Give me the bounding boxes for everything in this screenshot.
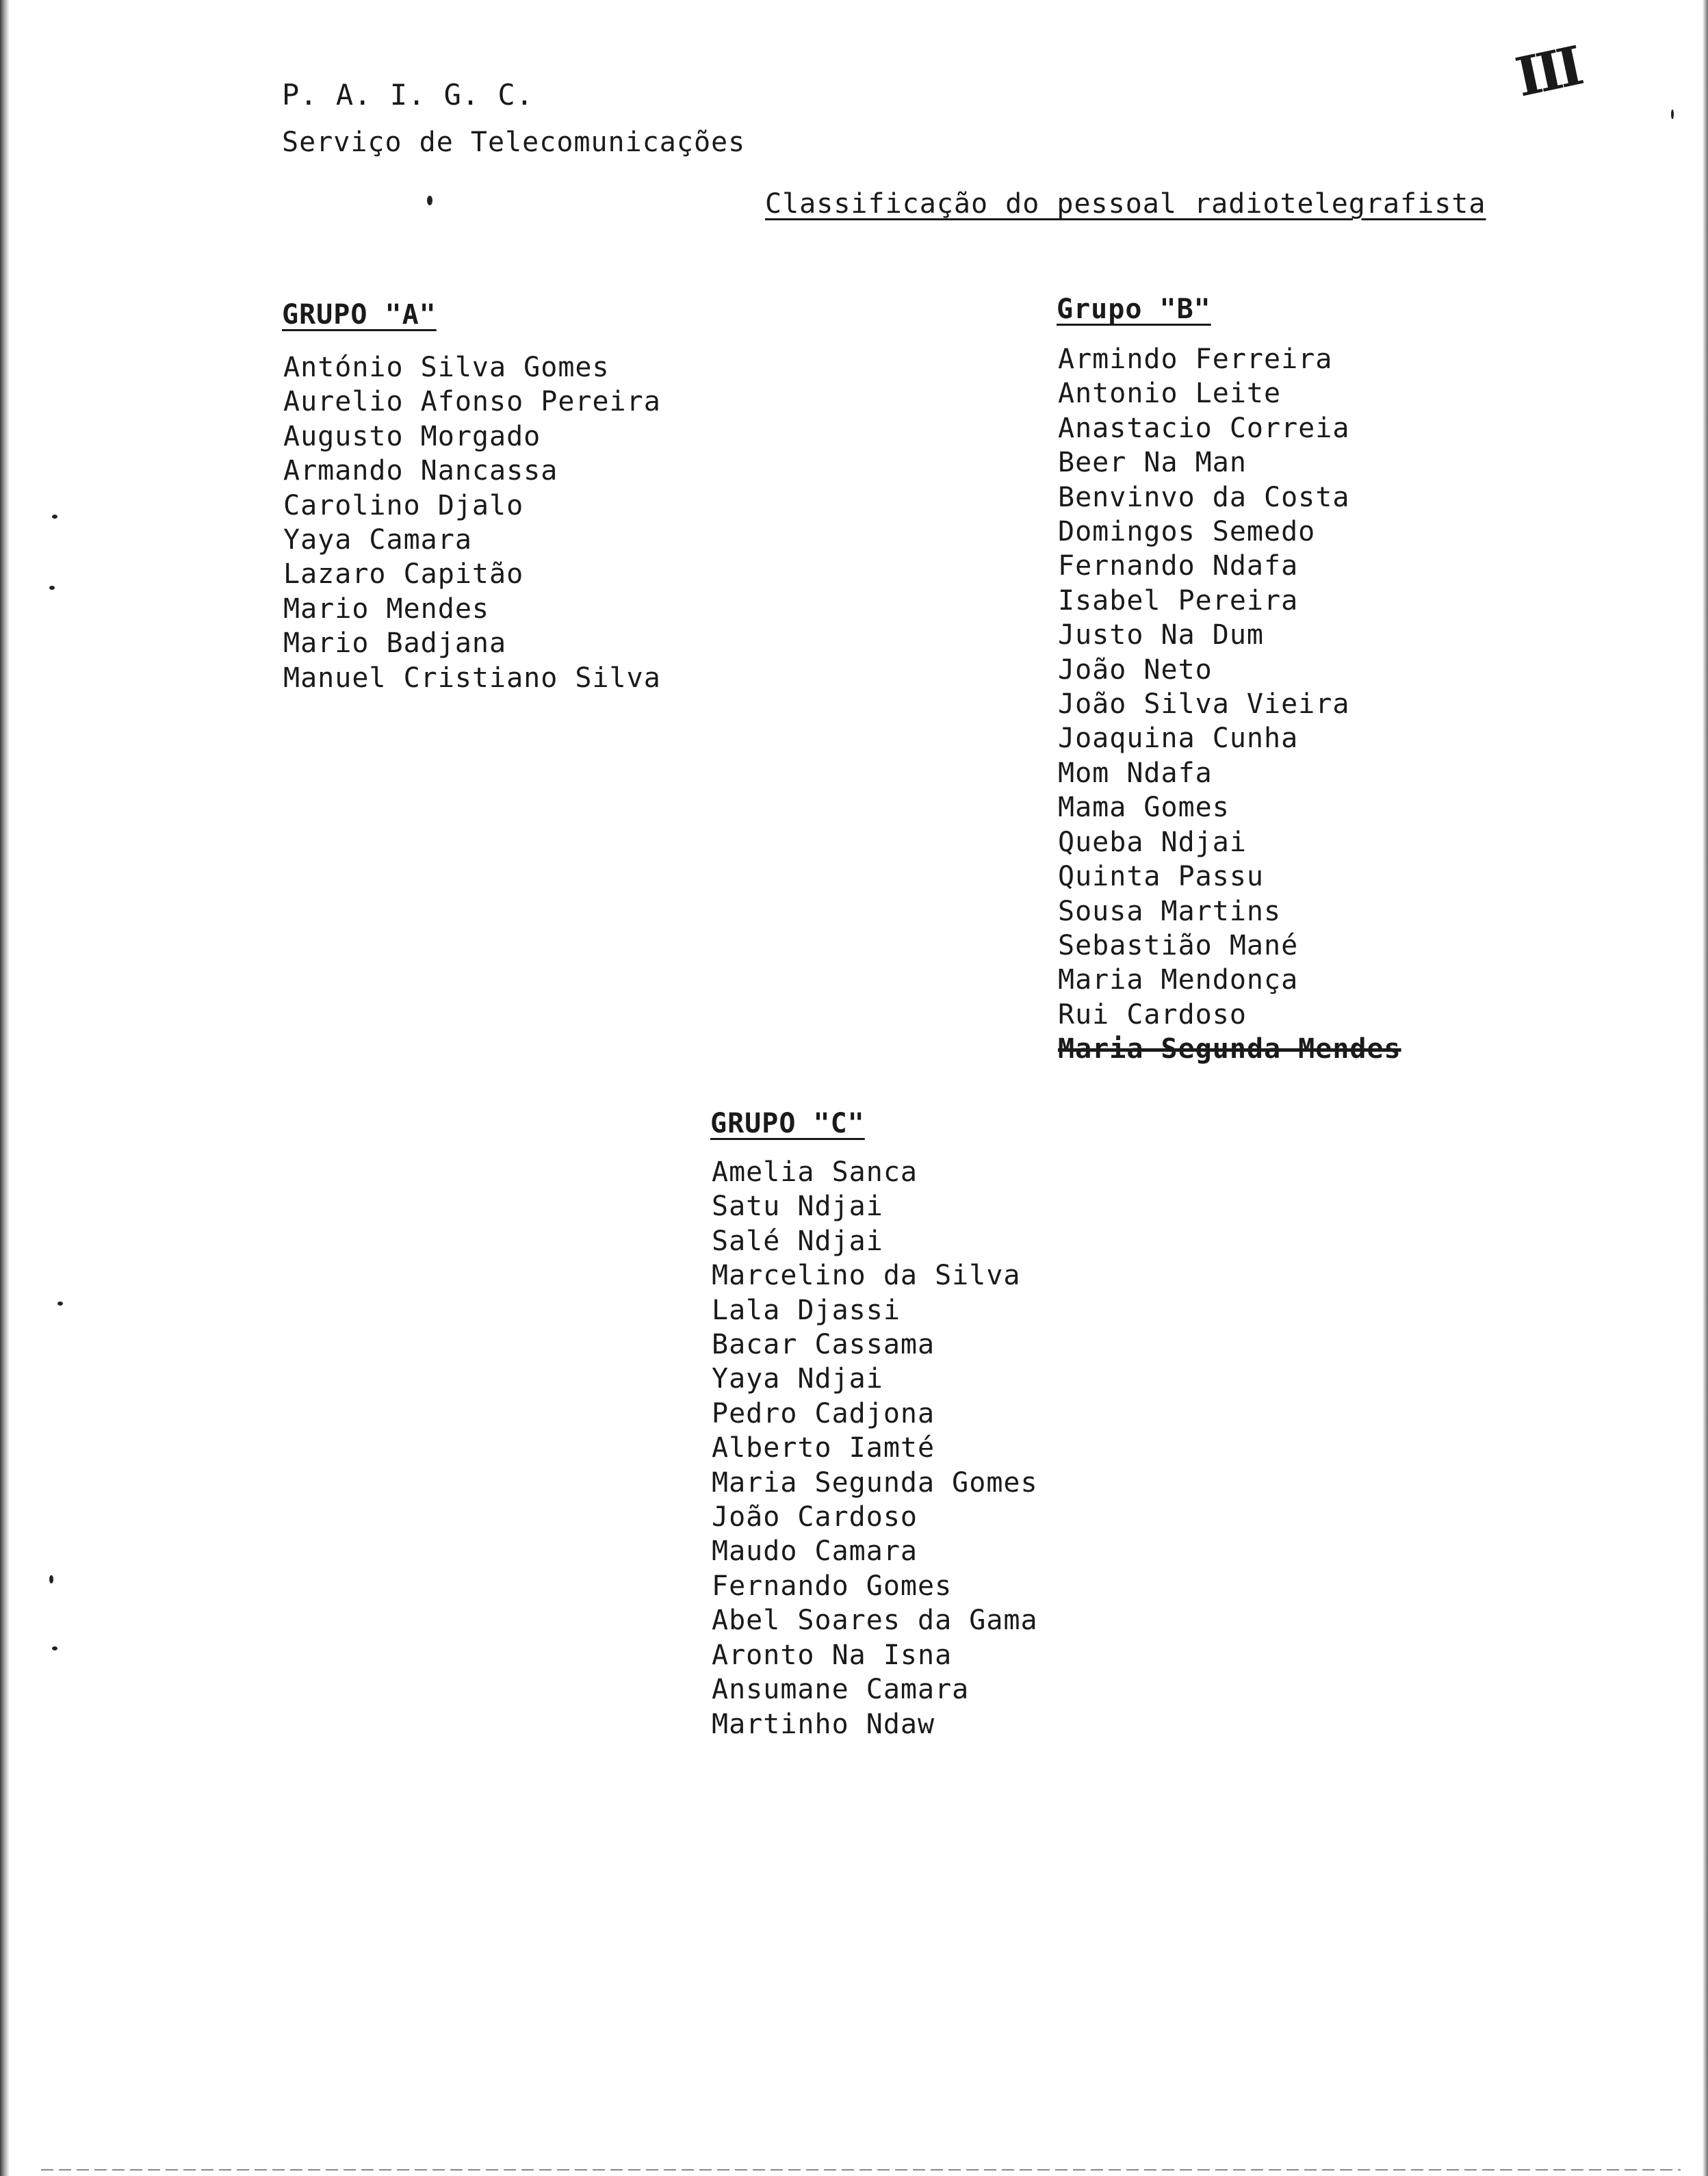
list-item: Manuel Cristiano Silva (283, 662, 661, 694)
list-item: Queba Ndjai (1058, 826, 1247, 858)
list-item: Yaya Camara (283, 524, 472, 556)
scan-speck (49, 1575, 53, 1583)
list-item: Satu Ndjai (712, 1191, 883, 1223)
list-item: Aronto Na Isna (712, 1639, 953, 1671)
group-a-list (283, 350, 661, 695)
group-c-list (712, 1155, 1038, 1741)
list-item: Marcelino da Silva (712, 1260, 1021, 1292)
scan-speck (1671, 109, 1674, 119)
list-item: Maria Segunda Gomes (712, 1466, 1038, 1499)
scan-speck (52, 515, 57, 519)
list-item: Armindo Ferreira (1058, 344, 1333, 375)
list-item: Fernando Ndafa (1058, 550, 1299, 582)
list-item: Carolino Djalo (283, 489, 524, 521)
list-item: Bacar Cassama (712, 1329, 935, 1361)
scan-speck (52, 1646, 57, 1650)
list-item: Sousa Martins (1058, 895, 1282, 927)
list-item: Anastacio Correia (1058, 412, 1350, 444)
struck-list-item: Maria Segunda Mendes (1058, 1033, 1401, 1065)
list-item: Aurelio Afonso Pereira (283, 386, 661, 418)
list-item: Maudo Camara (712, 1536, 918, 1568)
page-edge-left (0, 0, 10, 2176)
list-item: Beer Na Man (1058, 447, 1247, 479)
list-item: Yaya Ndjai (712, 1363, 883, 1395)
group-c-heading: GRUPO "C" (710, 1108, 865, 1139)
list-item: Fernando Gomes (712, 1570, 953, 1602)
list-item: Sebastião Mané (1058, 929, 1299, 961)
list-item: Martinho Ndaw (712, 1708, 935, 1740)
scan-speck (427, 196, 432, 205)
list-item: Armando Nancassa (283, 455, 558, 487)
list-item: Augusto Morgado (283, 420, 541, 452)
list-item: Quinta Passu (1058, 861, 1264, 893)
bottom-edge (41, 2169, 1681, 2171)
list-item: Domingos Semedo (1058, 516, 1316, 548)
service-name: Serviço de Telecomunicações (282, 127, 746, 158)
list-item: Antonio Leite (1058, 378, 1282, 410)
list-item: Isabel Pereira (1058, 584, 1299, 617)
list-item: Mario Mendes (283, 593, 489, 625)
reference-mark: III (1510, 35, 1585, 109)
group-a-heading: GRUPO "A" (282, 299, 437, 331)
list-item: Ansumane Camara (712, 1674, 970, 1706)
list-item: António Silva Gomes (283, 352, 610, 383)
list-item: Alberto Iamté (712, 1432, 935, 1464)
document-title: Classificação do pessoal radiotelegrafista (765, 188, 1486, 220)
scan-speck (57, 1301, 63, 1306)
list-item: Mama Gomes (1058, 792, 1230, 824)
list-item: João Cardoso (712, 1501, 918, 1533)
list-item: Lala Djassi (712, 1294, 901, 1326)
list-item: Amelia Sanca (712, 1156, 918, 1188)
list-item: Maria Mendonça (1058, 964, 1299, 996)
page-edge-right (1703, 0, 1708, 2176)
scan-speck (49, 586, 55, 590)
list-item: João Silva Vieira (1058, 688, 1350, 721)
list-item: Justo Na Dum (1058, 619, 1264, 651)
group-b-list (1058, 342, 1401, 1067)
list-item: Rui Cardoso (1058, 998, 1247, 1031)
list-item: Abel Soares da Gama (712, 1605, 1038, 1637)
list-item: Joaquina Cunha (1058, 723, 1299, 755)
list-item: Mario Badjana (283, 627, 507, 660)
list-item: Salé Ndjai (712, 1225, 883, 1257)
list-item: Mom Ndafa (1058, 757, 1213, 789)
list-item: Lazaro Capitão (283, 558, 524, 591)
list-item: Benvinvo da Costa (1058, 481, 1350, 513)
group-b-heading: Grupo "B" (1057, 294, 1211, 325)
list-item: João Neto (1058, 653, 1213, 686)
list-item: Pedro Cadjona (712, 1397, 935, 1429)
organization-header: P. A. I. G. C. (282, 78, 534, 112)
